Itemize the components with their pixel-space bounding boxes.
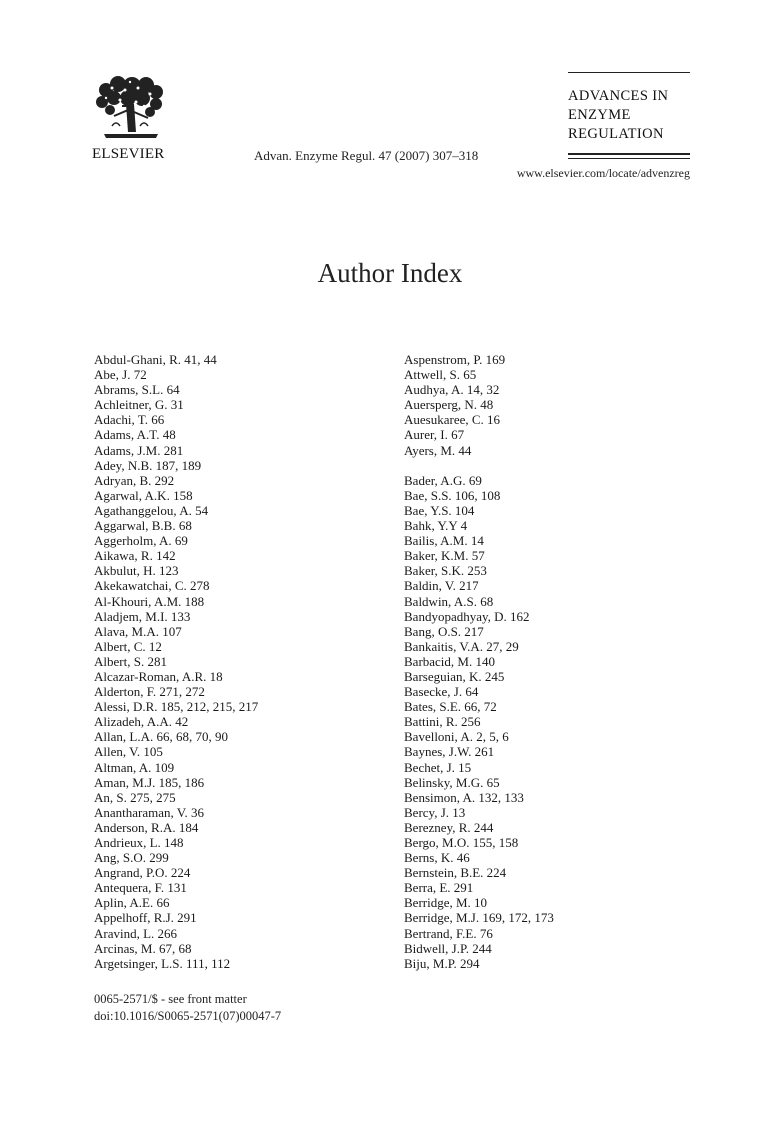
index-entry: Aggerholm, A. 69 xyxy=(94,533,188,549)
index-entry: Aravind, L. 266 xyxy=(94,925,178,941)
index-entry: Alcazar-Roman, A.R. 18 xyxy=(94,668,223,684)
index-entry: Bernstein, B.E. 224 xyxy=(404,865,507,881)
index-entry: Bae, Y.S. 104 xyxy=(404,502,475,518)
journal-title-block xyxy=(568,72,690,159)
index-entry: Bertrand, F.E. 76 xyxy=(404,925,493,941)
index-entry: Aplin, A.E. 66 xyxy=(94,895,170,911)
index-entry: Arcinas, M. 67, 68 xyxy=(94,940,192,956)
index-entry: Berridge, M.J. 169, 172, 173 xyxy=(404,910,554,926)
index-entry: An, S. 275, 275 xyxy=(94,789,176,805)
index-entry: Abdul-Ghani, R. 41, 44 xyxy=(94,352,217,367)
index-entry: Barseguian, K. 245 xyxy=(404,668,505,684)
journal-title-line: ENZYME xyxy=(568,107,631,123)
journal-title-line: REGULATION xyxy=(568,126,664,142)
index-entry: Battini, R. 256 xyxy=(404,714,481,730)
index-entry: Anderson, R.A. 184 xyxy=(94,819,199,835)
index-entry: Achleitner, G. 31 xyxy=(94,397,184,413)
index-entry: Aikawa, R. 142 xyxy=(94,548,176,564)
index-entry: Appelhoff, R.J. 291 xyxy=(94,910,197,926)
index-entry: Albert, C. 12 xyxy=(94,638,162,654)
journal-url: www.elsevier.com/locate/advenzreg xyxy=(516,166,690,180)
index-entry: Adams, A.T. 48 xyxy=(94,427,176,443)
index-entry: Bates, S.E. 66, 72 xyxy=(404,699,497,715)
divider xyxy=(568,153,690,155)
index-entry: Agathanggelou, A. 54 xyxy=(94,502,209,518)
index-entry: Abe, J. 72 xyxy=(94,367,147,383)
index-entry: Akekawatchai, C. 278 xyxy=(94,578,210,594)
index-entry: Auersperg, N. 48 xyxy=(404,397,494,413)
index-entry: Baldin, V. 217 xyxy=(404,578,479,594)
index-column-right xyxy=(404,352,704,971)
index-entry: Bidwell, J.P. 244 xyxy=(404,940,492,956)
index-entry: Anantharaman, V. 36 xyxy=(94,804,204,820)
index-entry: Belinsky, M.G. 65 xyxy=(404,774,500,790)
index-column-left xyxy=(94,352,384,971)
index-entry: Alizadeh, A.A. 42 xyxy=(94,714,189,730)
tree-icon xyxy=(92,76,168,144)
index-entry: Adey, N.B. 187, 189 xyxy=(94,457,202,473)
index-entry: Adachi, T. 66 xyxy=(94,412,165,428)
index-entry: Andrieux, L. 148 xyxy=(94,835,184,850)
index-entry: Adryan, B. 292 xyxy=(94,472,175,488)
index-entry: Baker, K.M. 57 xyxy=(404,548,485,564)
divider xyxy=(568,158,690,159)
index-entry: Aladjem, M.I. 133 xyxy=(94,608,191,624)
index-entry: Baldwin, A.S. 68 xyxy=(404,593,494,609)
index-entry: Baker, S.K. 253 xyxy=(404,563,487,579)
index-entry: Bang, O.S. 217 xyxy=(404,623,484,639)
index-entry: Bankaitis, V.A. 27, 29 xyxy=(404,638,519,654)
index-entry: Akbulut, H. 123 xyxy=(94,563,179,579)
index-entry: Alava, M.A. 107 xyxy=(94,623,182,639)
issn-line: 0065-2571/$ - see front matter xyxy=(94,992,247,1006)
index-entry: Ang, S.O. 299 xyxy=(94,850,169,866)
index-entry: Allan, L.A. 66, 68, 70, 90 xyxy=(94,729,228,745)
index-entry: Berezney, R. 244 xyxy=(404,819,494,835)
elsevier-tree-logo xyxy=(92,76,168,144)
index-entry: Bavelloni, A. 2, 5, 6 xyxy=(404,729,509,745)
journal-title-line: ADVANCES IN xyxy=(568,88,669,104)
index-entry: Berridge, M. 10 xyxy=(404,895,488,911)
index-entry: Biju, M.P. 294 xyxy=(404,955,480,971)
index-entry: Alderton, F. 271, 272 xyxy=(94,684,205,700)
index-entry: Altman, A. 109 xyxy=(94,759,175,775)
index-entry: Albert, S. 281 xyxy=(94,653,167,669)
index-entry: Antequera, F. 131 xyxy=(94,880,187,896)
index-entry: Argetsinger, L.S. 111, 112 xyxy=(94,955,231,971)
index-entry: Ayers, M. 44 xyxy=(404,442,472,458)
index-entry: Bensimon, A. 132, 133 xyxy=(404,789,524,805)
index-entry: Bergo, M.O. 155, 158 xyxy=(404,835,519,850)
index-entry: Aggarwal, B.B. 68 xyxy=(94,518,192,534)
divider xyxy=(568,72,690,73)
index-entry: Baynes, J.W. 261 xyxy=(404,744,495,760)
index-entry: Berns, K. 46 xyxy=(404,850,470,866)
footer xyxy=(94,991,281,1025)
index-entry: Bae, S.S. 106, 108 xyxy=(404,487,501,503)
index-entry: Agarwal, A.K. 158 xyxy=(94,487,193,503)
publisher-name: ELSEVIER xyxy=(92,146,165,162)
journal-citation: Advan. Enzyme Regul. 47 (2007) 307–318 xyxy=(254,148,479,163)
index-entry: Abrams, S.L. 64 xyxy=(94,382,180,398)
index-entry: Bercy, J. 13 xyxy=(404,804,466,820)
index-entry: Adams, J.M. 281 xyxy=(94,442,184,458)
index-entry: Audhya, A. 14, 32 xyxy=(404,382,500,398)
index-entry: Alessi, D.R. 185, 212, 215, 217 xyxy=(94,699,259,715)
index-entry: Basecke, J. 64 xyxy=(404,684,479,700)
doi-line: doi:10.1016/S0065-2571(07)00047-7 xyxy=(94,1009,282,1023)
index-entry: Auesukaree, C. 16 xyxy=(404,412,501,428)
index-entry: Bechet, J. 15 xyxy=(404,759,472,775)
page-title: Author Index xyxy=(317,258,463,288)
index-entry: Attwell, S. 65 xyxy=(404,367,477,383)
index-entry: Aman, M.J. 185, 186 xyxy=(94,774,205,790)
index-entry: Al-Khouri, A.M. 188 xyxy=(94,593,205,609)
index-entry: Aspenstrom, P. 169 xyxy=(404,352,506,367)
index-entry: Aurer, I. 67 xyxy=(404,427,465,443)
index-entry: Angrand, P.O. 224 xyxy=(94,865,191,881)
index-entry: Barbacid, M. 140 xyxy=(404,653,495,669)
index-entry: Bailis, A.M. 14 xyxy=(404,533,484,549)
index-entry: Bandyopadhyay, D. 162 xyxy=(404,608,530,624)
index-entry: Bader, A.G. 69 xyxy=(404,472,482,488)
index-entry: Bahk, Y.Y 4 xyxy=(404,518,468,534)
index-entry: Berra, E. 291 xyxy=(404,880,474,896)
index-entry: Allen, V. 105 xyxy=(94,744,163,760)
